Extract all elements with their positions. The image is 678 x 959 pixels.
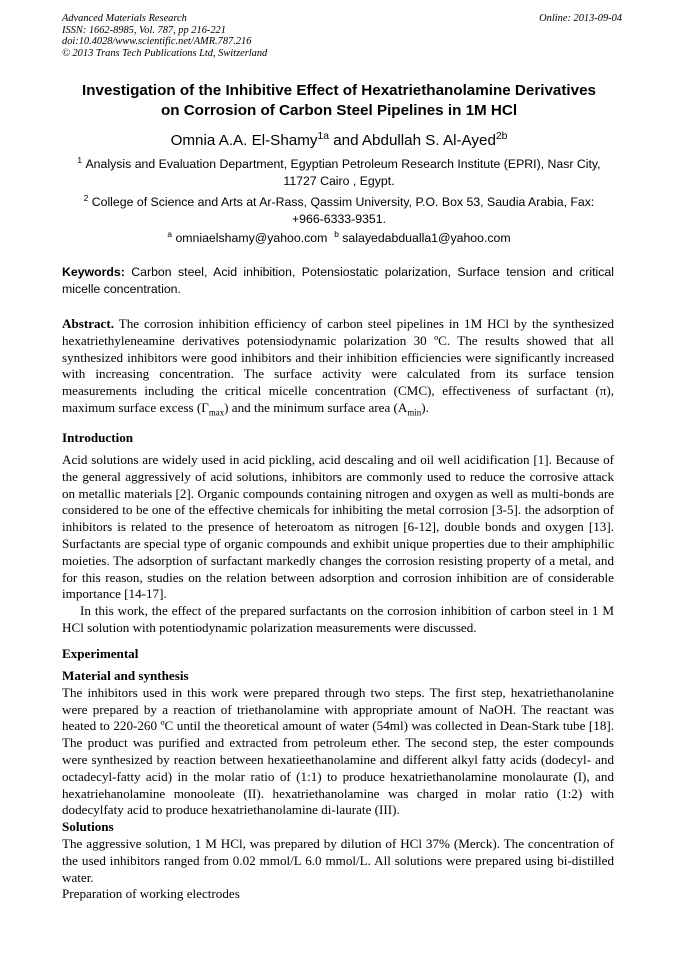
introduction-body (62, 452, 614, 637)
online-date: Online: 2013-09-04 (539, 13, 622, 24)
solutions-heading: Solutions (62, 819, 114, 835)
author-2: Abdullah S. Al-Ayed (361, 132, 496, 149)
paper-title (40, 81, 638, 121)
authors (40, 131, 638, 151)
journal-doi: doi:10.4028/www.scientific.net/AMR.787.216 (62, 36, 252, 48)
title-line-2: on Corrosion of Carbon Steel Pipelines in 1M HCl (160, 102, 518, 119)
abstract-label: Abstract. (62, 316, 114, 331)
aff1-line-2: 11727 Cairo , Egypt. (283, 174, 395, 188)
journal-copyright: © 2013 Trans Tech Publications Ltd, Switzerland (62, 47, 268, 59)
experimental-heading: Experimental (62, 646, 139, 661)
affiliation-2 (40, 194, 638, 228)
abstract-sub-max: max (208, 407, 225, 418)
authors-and: and (328, 132, 362, 149)
aff1-sup: 1 (77, 154, 83, 165)
introduction-heading: Introduction (62, 430, 134, 445)
aff1-line-1: Analysis and Evaluation Department, Egyptian Petroleum Research Institute (EPRI), Nasr City, (85, 157, 601, 171)
material-synthesis-heading: Material and synthesis (62, 668, 189, 683)
journal-issn: ISSN: 1662-8985, Vol. 787, pp 216-221 (62, 24, 226, 36)
author-1-sup: 1a (317, 130, 329, 142)
title-line-1: Investigation of the Inhibitive Effect of Hexatriethanolamine Derivatives (82, 82, 596, 99)
emails (40, 230, 638, 247)
email-b[interactable]: salayedabdualla1@yahoo.com (342, 231, 511, 245)
aff2-line-1: College of Science and Arts at Ar-Rass, Qassim University, P.O. Box 53, Saudia Arabia, Fax: (91, 195, 595, 209)
abstract-text-3: ). (421, 399, 429, 415)
working-electrodes-line: Preparation of working electrodes (62, 886, 240, 902)
experimental-body (62, 668, 614, 903)
abstract-sub-min: min (407, 407, 422, 418)
abstract-text-1: The corrosion inhibition efficiency of carbon steel pipelines in 1M HCl by the synthesized hexatriethyleneamine derivatives potensiodynamic polarization 30 ºC. The results showed that all synthesized inhibitors were good inhibitors and their inhibition efficiencies were significantly increased with increasing concentration. The surface activity were calculated from its surface tension measurements including the critical micelle concentration (CMC), effectiveness of surfactant (π), maximum surface excess (Γ (62, 316, 614, 415)
author-1: Omnia A.A. El-Shamy (170, 132, 318, 149)
journal-name: Advanced Materials Research (62, 13, 187, 24)
keywords (62, 264, 614, 298)
keywords-text: Carbon steel, Acid inhibition, Potensiostatic polarization, Surface tension and critical micelle concentration. (62, 265, 615, 296)
experimental-paragraph-2: The aggressive solution, 1 M HCl, was prepared by dilution of HCl 37% (Merck). The concentration of the used inhibitors ranged from 0.02 mmol/L 6.0 mmol/L. All solutions were prepared using bi-distilled water. (62, 835, 614, 885)
aff2-sup: 2 (83, 192, 89, 203)
email-a-sup: a (167, 228, 173, 239)
abstract-text-2: ) and the minimum surface area (A (224, 399, 408, 415)
email-b-sup: b (334, 228, 339, 239)
abstract (62, 316, 614, 417)
experimental-paragraph-1: The inhibitors used in this work were prepared through two steps. The first step, hexatriethanolanine were prepared by a reaction of triethanolamine with appropriate amount of NaOH. The reactant was heated to 220-260 ºC until the theoretical amount of water (54ml) was collected in Dean-Stark tube [18]. The product was purified and extracted from petroleum ether. The second step, the ester compounds were synthesized by reaction between hexatieethanolamine and different alkyl fatty acids (dodecyl- and octadecyl-fatty acid) in the molar ratio of (1:1) to produce hexatriethanolamine monolaurate (I), and hexatriehanolamine monooleate (II). hexatriethanolamine was charged in molar ratio (1:2) with dodecylfaty acid to produce hexatriethanolamine di-laurate (III). (62, 684, 614, 818)
email-a[interactable]: omniaelshamy@yahoo.com (175, 231, 328, 245)
introduction-paragraph-1: Acid solutions are widely used in acid pickling, acid descaling and oil well acidification [1]. Because of the general aggressively of acid solutions, inhibitors are commonly used to reduce the corrosive attack on metallic materials [2]. Organic compounds containing nitrogen and oxygen as well as multi-bonds are considered to be one of the effective chemicals for inhibiting the metal corrosion [3-5]. the adsorption of inhibitors is related to the presence of heteroatom as nitrogen [6-12], double bonds and oxygen [13]. Surfactants are special type of organic compounds and exhibit unique properties due to their amphiphilic moieties. The adsorption of surfactant markedly changes the corrosion resisting property of a metal, and for this reason, studies on the relation between adsorption and corrosion inhibition are of considerable importance [14-17]. (62, 452, 614, 602)
introduction-paragraph-2: In this work, the effect of the prepared surfactants on the corrosion inhibition of carbon steel in 1 M HCl solution with potentiodynamic polarization measurements were discussed. (62, 603, 614, 635)
author-2-sup: 2b (495, 130, 508, 142)
journal-header (62, 13, 622, 59)
aff2-line-2: +966-6333-9351. (291, 212, 387, 226)
keywords-label: Keywords: (62, 265, 125, 279)
affiliation-1 (40, 156, 638, 190)
